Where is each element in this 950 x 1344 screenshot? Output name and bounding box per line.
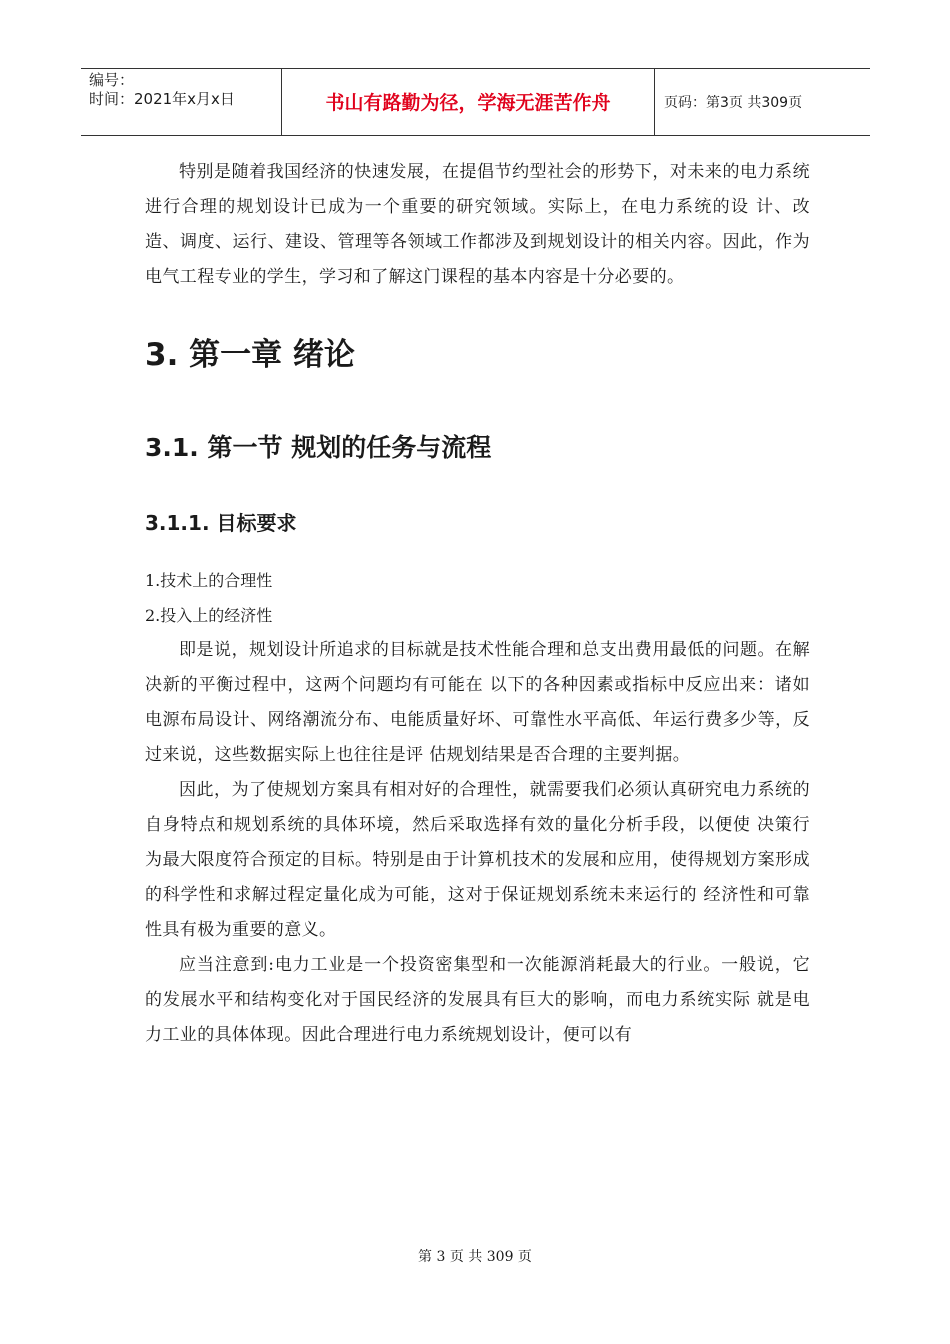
body-paragraph: 应当注意到:电力工业是一个投资密集型和一次能源消耗最大的行业。一般说，它的发展水平和结构变化对于国民经济的发展具有巨大的影响，而电力系统实际 就是电力工业的具体体现。因此合理进行电力系统规划设计，便可以有: [145, 955, 810, 1045]
header-motto-cell: [281, 69, 655, 135]
body-paragraph: 因此，为了使规划方案具有相对好的合理性，就需要我们必须认真研究电力系统的自身特点和规划系统的具体环境，然后采取选择有效的量化分析手段，以便使 决策行为最大限度符合预定的目标。特别是由于计算机技术的发展和应用，使得规划方案形成的科学性和求解过程定量化成为可能，这对于保证规划系统未来运行的 经济性和可靠性具有极为重要的意义。: [145, 780, 810, 940]
list-item: 1.技术上的合理性: [145, 571, 273, 590]
subsection-heading: 3.1.1. 目标要求: [145, 511, 297, 535]
header-info-cell: [81, 69, 281, 135]
document-header: [81, 68, 870, 136]
header-motto: 书山有路勤为径，学海无涯苦作舟: [325, 92, 611, 114]
list-item: 2.投入上的经济性: [145, 606, 273, 625]
document-number-label: 编号：: [89, 71, 135, 89]
chapter-heading: 3. 第一章 绪论: [145, 337, 355, 373]
body-paragraph: 即是说，规划设计所追求的目标就是技术性能合理和总支出费用最低的问题。在解决新的平衡过程中，这两个问题均有可能在 以下的各种因素或指标中反应出来：诸如电源布局设计、网络潮流分布、电能质量好坏、可靠性水平高低、年运行费多少等，反过来说，这些数据实际上也往往是评 估规划结果是否合理的主要判据。: [145, 640, 810, 765]
intro-paragraph: 特别是随着我国经济的快速发展，在提倡节约型社会的形势下，对未来的电力系统进行合理的规划设计已成为一个重要的研究领域。实际上，在电力系统的设 计、改造、调度、运行、建设、管理等各领域工作都涉及到规划设计的相关内容。因此，作为电气工程专业的学生，学习和了解这门课程的基本内容是十分必要的。: [145, 162, 810, 287]
document-body: [145, 155, 810, 1053]
header-page-code: 页码：第3页 共309页: [664, 95, 803, 111]
page-footer: 第 3 页 共 309 页: [418, 1249, 532, 1265]
document-date-label: 时间：2021年x月x日: [89, 90, 235, 108]
header-page-cell: [655, 69, 870, 135]
section-heading: 3.1. 第一节 规划的任务与流程: [145, 433, 492, 462]
